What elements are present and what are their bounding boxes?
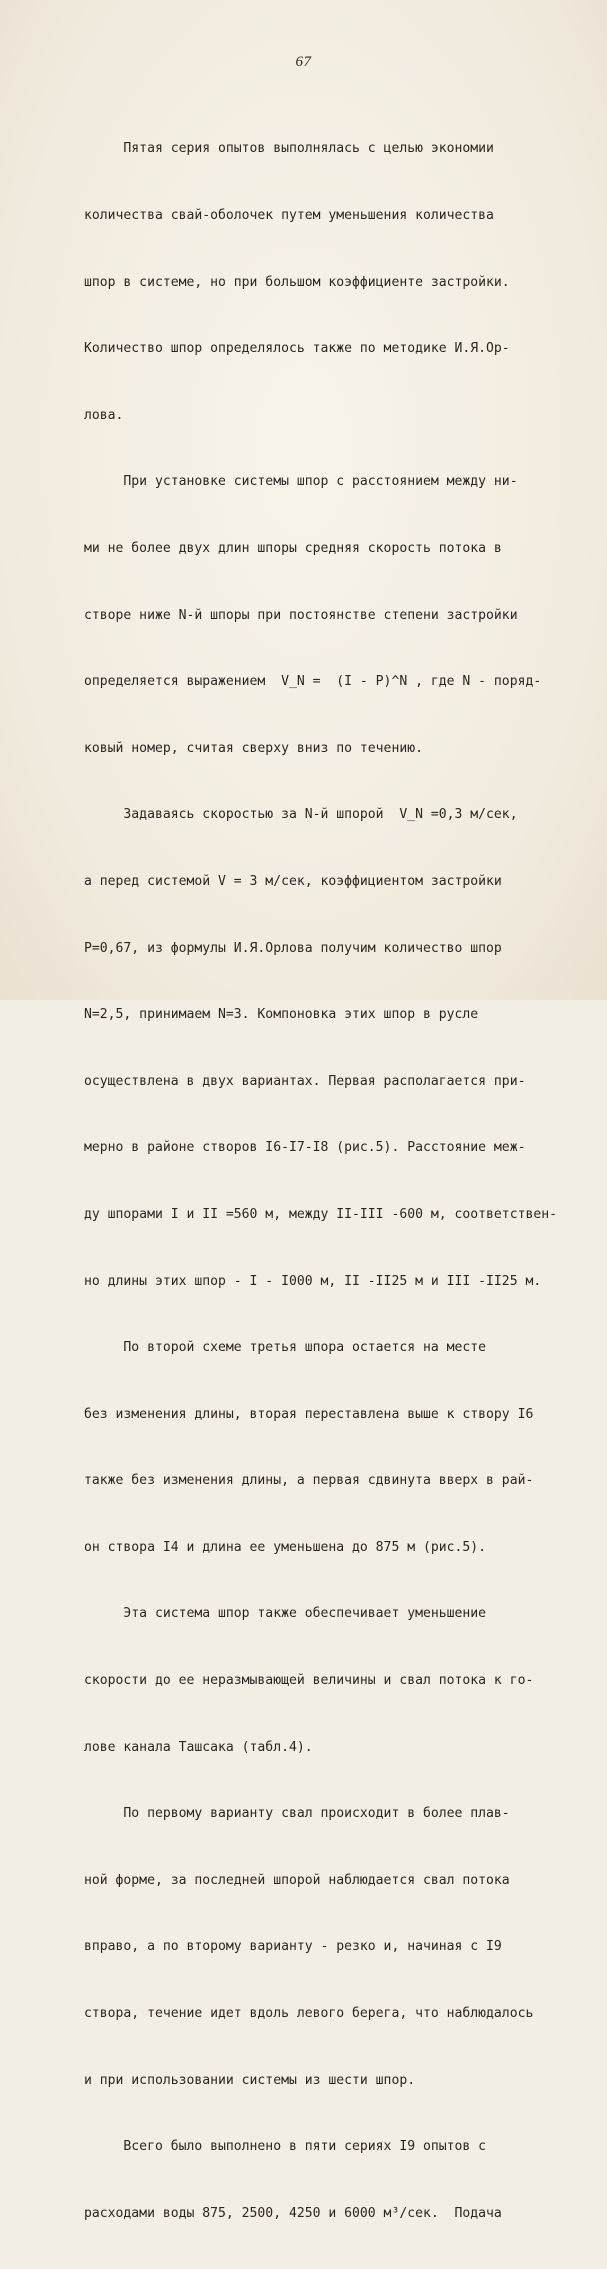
text-line: ми не более двух длин шпоры средняя скорость потока в: [84, 540, 502, 556]
text-line: ной форме, за последней шпорой наблюдается свал потока: [84, 1872, 510, 1888]
text-line: Пятая серия опытов выполнялась с целью экономии: [84, 141, 494, 157]
text-line: скорости до ее неразмывающей величины и свал потока к го-: [84, 1673, 534, 1689]
text-line: створе ниже N-й шпоры при постоянстве степени застройки: [84, 607, 518, 623]
text-line: он створа I4 и длина ее уменьшена до 875 м (рис.5).: [84, 1539, 487, 1555]
text-line: ду шпорами I и II =560 м, между II-III -600 м, соответствен-: [84, 1206, 557, 1222]
text-line: Эта система шпор также обеспечивает уменьшение: [84, 1606, 487, 1622]
text-line: а перед системой V = 3 м/сек, коэффициентом застройки: [84, 873, 502, 889]
text-line: также без изменения длины, а первая сдвинута вверх в рай-: [84, 1473, 534, 1489]
text-line: По второй схеме третья шпора остается на месте: [84, 1340, 487, 1356]
text-line: определяется выражением V_N = (I - P)^N , где N - поряд-: [84, 674, 542, 690]
text-line: расходами воды 875, 2500, 4250 и 6000 м³/сек. Подача: [84, 2205, 502, 2221]
text-line: N=2,5, принимаем N=3. Компоновка этих шпор в русле: [84, 1007, 479, 1023]
text-line: Р=0,67, из формулы И.Я.Орлова получим количество шпор: [84, 940, 502, 956]
text-line: По первому варианту свал происходит в более плав-: [84, 1806, 510, 1822]
text-line: осуществлена в двух вариантах. Первая располагается при-: [84, 1073, 526, 1089]
text-line: Задаваясь скоростью за N-й шпорой V_N =0,3 м/сек,: [84, 807, 518, 823]
text-line: ковый номер, считая сверху вниз по течению.: [84, 740, 423, 756]
text-line: без изменения длины, вторая переставлена выше к створу I6: [84, 1406, 534, 1422]
body-text: [84, 94, 557, 2269]
text-line: лова.: [84, 407, 124, 423]
text-line: и при использовании системы из шести шпор.: [84, 2072, 416, 2088]
text-line: створа, течение идет вдоль левого берега, что наблюдалось: [84, 2006, 534, 2022]
text-line: вправо, а по второму варианту - резко и, начиная с I9: [84, 1939, 502, 1955]
text-line: но длины этих шпор - I - I000 м, II -II25 м и III -II25 м.: [84, 1273, 542, 1289]
text-line: мерно в районе створов I6-I7-I8 (рис.5). Расстояние меж-: [84, 1140, 526, 1156]
text-line: лове канала Ташсака (табл.4).: [84, 1739, 313, 1755]
page-number: 67: [295, 54, 312, 70]
text-line: шпор в системе, но при большом коэффициенте застройки.: [84, 274, 510, 290]
text-line: количества свай-оболочек путем уменьшения количества: [84, 208, 494, 223]
text-line: Количество шпор определялось также по методике И.Я.Ор-: [84, 341, 510, 357]
text-line: При установке системы шпор с расстоянием между ни-: [84, 474, 518, 490]
text-line: Всего было выполнено в пяти сериях I9 опытов с: [84, 2139, 487, 2155]
